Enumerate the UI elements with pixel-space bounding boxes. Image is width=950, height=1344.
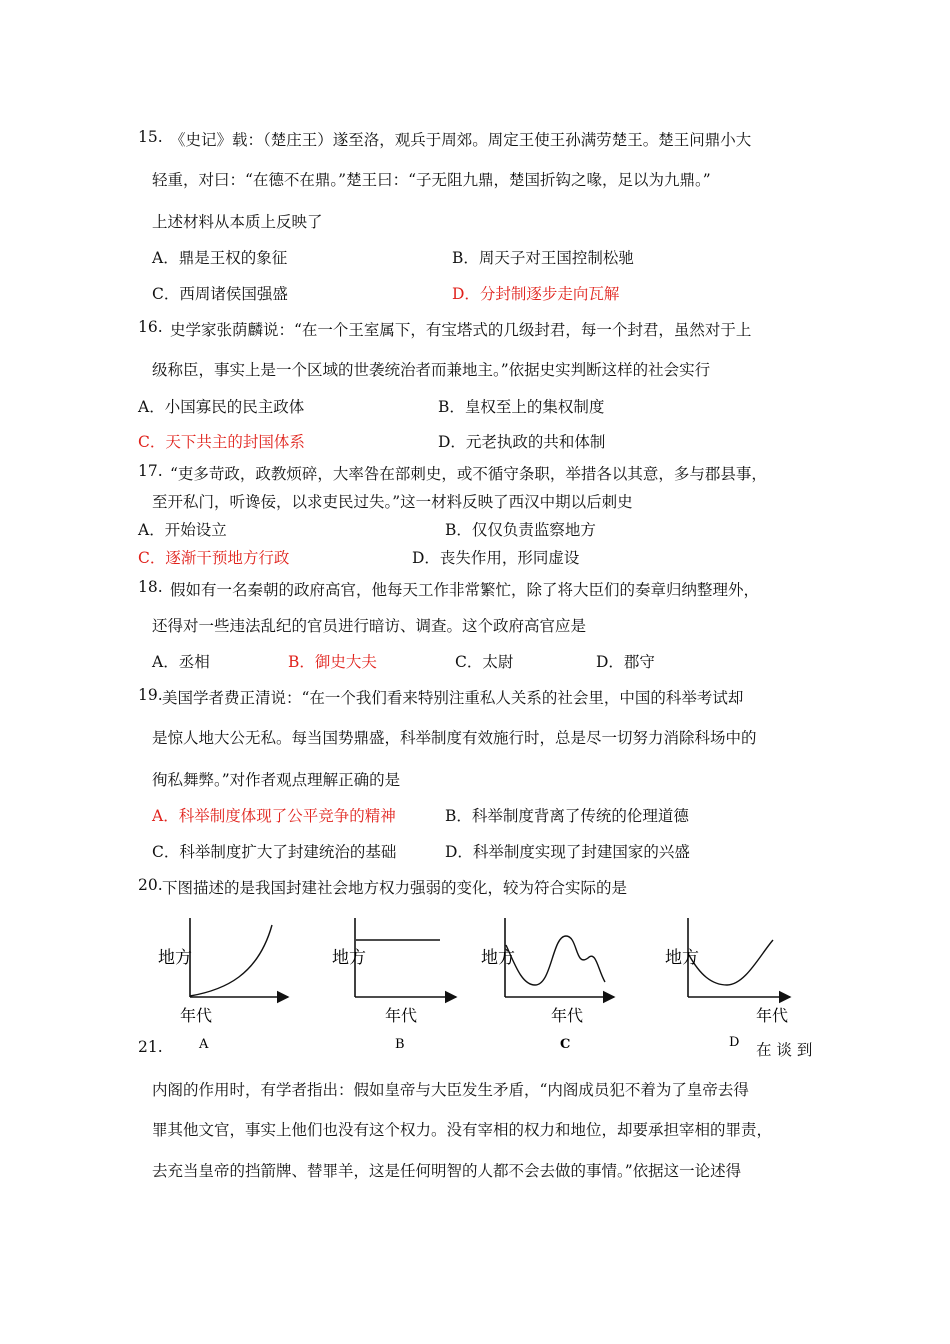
q15-option-a: A．鼎是王权的象征 bbox=[152, 249, 288, 267]
q16-stem-line1: 史学家张荫麟说：“在一个王室属下，有宝塔式的几级封君，每一个封君，虽然对于上 bbox=[170, 321, 752, 339]
graph-d-curve bbox=[689, 940, 773, 985]
graph-c-x-label: 年代 bbox=[551, 1006, 584, 1025]
q18-number: 18. bbox=[138, 578, 163, 596]
q15-stem-line1: 《史记》载：（楚庄王）遂至洛，观兵于周郊。周定王使王孙满劳楚王。楚王问鼎小大 bbox=[170, 131, 752, 149]
graph-a-letter: A bbox=[199, 1037, 209, 1052]
graph-b-letter: B bbox=[395, 1037, 405, 1052]
q17-stem-line1: “吏多苛政，政教烦碎，大率咎在部刺史，或不循守条职，举措各以其意，多与郡县事， bbox=[170, 465, 767, 483]
graph-d-y-label: 地方 bbox=[665, 948, 699, 968]
q19-option-b: B．科举制度背离了传统的伦理道德 bbox=[445, 807, 689, 825]
q15-stem-line2: 轻重，对曰：“在德不在鼎。”楚王曰：“子无阻九鼎，楚国折钩之喙，足以为九鼎。” bbox=[152, 171, 711, 189]
graph-d-letter: D bbox=[729, 1035, 740, 1050]
q18-option-b-answer: B．御史大夫 bbox=[288, 653, 377, 671]
q16-option-b: B．皇权至上的集权制度 bbox=[438, 398, 605, 416]
q15-option-d-answer: D．分封制逐步走向瓦解 bbox=[452, 285, 620, 303]
graph-c-letter: C bbox=[560, 1037, 571, 1052]
q17-option-d: D．丧失作用，形同虚设 bbox=[412, 549, 580, 567]
graph-a-y-label: 地方 bbox=[158, 948, 192, 968]
q21-stem-line1: 在 谈 到 bbox=[756, 1041, 813, 1059]
q17-option-a: A．开始设立 bbox=[138, 521, 227, 539]
q18-option-a: A．丞相 bbox=[152, 653, 210, 671]
graph-d-x-label: 年代 bbox=[756, 1006, 789, 1025]
q17-number: 17. bbox=[138, 462, 163, 480]
q18-option-d: D．郡守 bbox=[596, 653, 655, 671]
q20-stem: 下图描述的是我国封建社会地方权力强弱的变化，较为符合实际的是 bbox=[162, 879, 628, 897]
q16-option-c-answer: C．天下共主的封国体系 bbox=[138, 433, 305, 451]
q15-stem-line3: 上述材料从本质上反映了 bbox=[152, 213, 323, 231]
q16-number: 16. bbox=[138, 318, 163, 336]
q17-stem-line2: 至开私门，听谗佞，以求吏民过失。”这一材料反映了西汉中期以后刺史 bbox=[152, 493, 633, 511]
q18-stem-line1: 假如有一名秦朝的政府高官，他每天工作非常繁忙，除了将大臣们的奏章归纳整理外， bbox=[170, 581, 760, 599]
q19-option-a-answer: A．科举制度体现了公平竞争的精神 bbox=[152, 807, 396, 825]
q16-option-a: A．小国寡民的民主政体 bbox=[138, 398, 305, 416]
q21-stem-line4: 去充当皇帝的挡箭牌、替罪羊，这是任何明智的人都不会去做的事情。”依据这一论述得 bbox=[152, 1162, 742, 1180]
q18-option-c: C．太尉 bbox=[455, 653, 514, 671]
q17-option-b: B．仅仅负责监察地方 bbox=[445, 521, 596, 539]
graph-a-curve bbox=[190, 925, 272, 996]
graph-c-y-label: 地方 bbox=[481, 948, 515, 968]
graph-c bbox=[505, 918, 614, 997]
graph-d bbox=[688, 918, 790, 997]
graph-b-x-label: 年代 bbox=[385, 1006, 418, 1025]
q15-number: 15. bbox=[138, 128, 163, 146]
q16-stem-line2: 级称臣，事实上是一个区域的世袭统治者而兼地主。”依据史实判断这样的社会实行 bbox=[152, 361, 711, 379]
q17-option-c-answer: C．逐渐干预地方行政 bbox=[138, 549, 290, 567]
q19-stem-line3: 徇私舞弊。”对作者观点理解正确的是 bbox=[152, 771, 401, 789]
q15-option-c: C．西周诸侯国强盛 bbox=[152, 285, 288, 303]
q21-number: 21. bbox=[138, 1038, 163, 1056]
graph-b bbox=[355, 918, 456, 997]
graph-a-x-label: 年代 bbox=[180, 1006, 213, 1025]
q19-stem-line1: 美国学者费正清说：“在一个我们看来特别注重私人关系的社会里，中国的科举考试却 bbox=[162, 689, 744, 707]
graph-b-y-label: 地方 bbox=[332, 948, 366, 968]
q21-stem-line2: 内阁的作用时，有学者指出：假如皇帝与大臣发生矛盾，“内阁成员犯不着为了皇帝去得 bbox=[152, 1081, 749, 1099]
graph-c-curve bbox=[506, 936, 605, 985]
graph-a bbox=[190, 918, 288, 997]
q19-number: 19. bbox=[138, 686, 163, 704]
q15-option-b: B．周天子对王国控制松驰 bbox=[452, 249, 634, 267]
q19-option-c: C．科举制度扩大了封建统治的基础 bbox=[152, 843, 397, 861]
q19-stem-line2: 是惊人地大公无私。每当国势鼎盛，科举制度有效施行时，总是尽一切努力消除科场中的 bbox=[152, 729, 757, 747]
q19-option-d: D．科举制度实现了封建国家的兴盛 bbox=[445, 843, 690, 861]
q20-number: 20. bbox=[138, 876, 163, 894]
q18-stem-line2: 还得对一些违法乱纪的官员进行暗访、调查。这个政府高官应是 bbox=[152, 617, 587, 635]
q16-option-d: D．元老执政的共和体制 bbox=[438, 433, 606, 451]
q21-stem-line3: 罪其他文官，事实上他们也没有这个权力。没有宰相的权力和地位，却要承担宰相的罪责， bbox=[152, 1121, 773, 1139]
